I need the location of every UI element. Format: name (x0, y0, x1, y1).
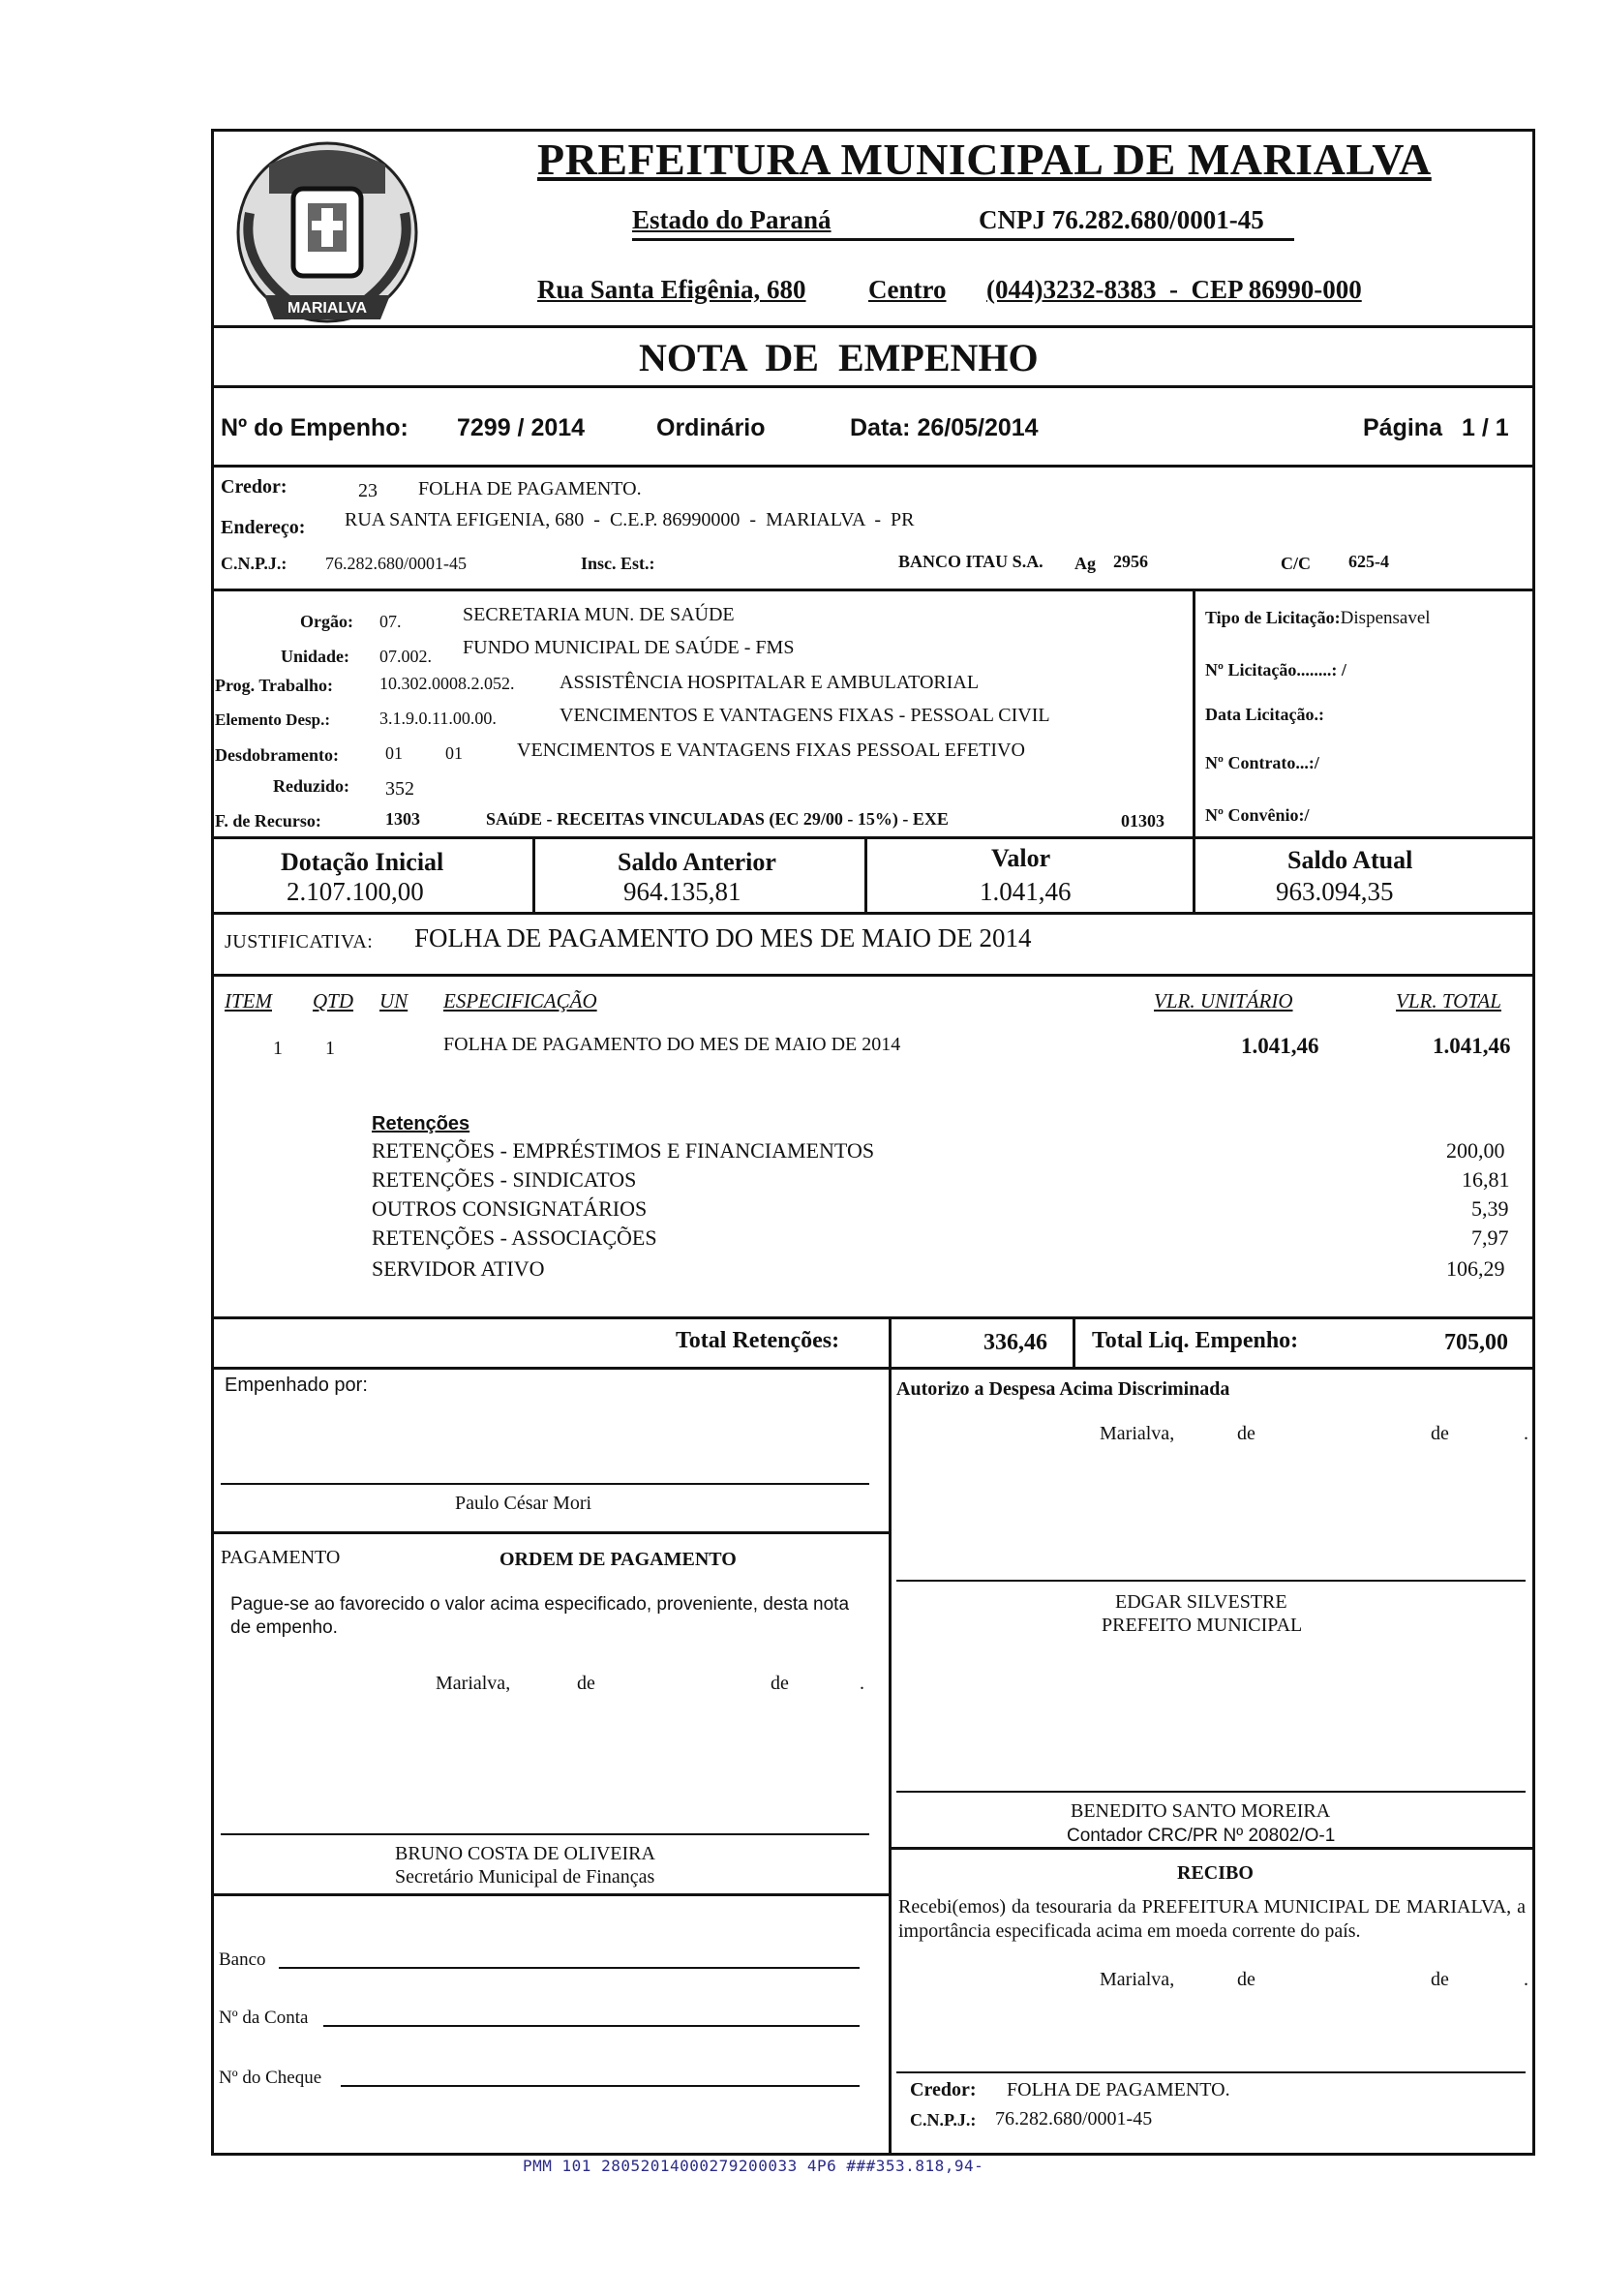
empenhado-label: Empenhado por: (225, 1375, 368, 1396)
divider-saldo-2 (864, 836, 867, 912)
page-label: Página (1363, 414, 1442, 441)
dotacao-inicial-label: Dotação Inicial (281, 848, 444, 876)
autorizo-text: Autorizo a Despesa Acima Discriminada (896, 1378, 1230, 1400)
col-item: ITEM (225, 989, 272, 1012)
item-vlr-unitario: 1.041,46 (1241, 1034, 1319, 1058)
banco-label: Banco (219, 1949, 266, 1970)
autorizo-local: Marialva, (1100, 1423, 1175, 1444)
state-name: Estado do Paraná (632, 205, 832, 234)
ag-value: 2956 (1113, 552, 1148, 571)
autorizo-de-2: de (1431, 1423, 1449, 1444)
banco-line (279, 1967, 860, 1969)
page-number: 1 / 1 (1462, 414, 1509, 441)
empenho-type: Ordinário (656, 414, 766, 441)
divider-bottom-vertical (889, 1367, 892, 2156)
dotacao-inicial-value: 2.107.100,00 (287, 877, 424, 906)
state-underline (632, 238, 1294, 241)
total-retencoes-value: 336,46 (983, 1330, 1047, 1355)
recurso-code2: 01303 (1121, 811, 1164, 831)
total-liq-value: 705,00 (1444, 1330, 1508, 1355)
pagamento-de-1: de (577, 1673, 595, 1694)
col-vlr-total: VLR. TOTAL (1396, 989, 1501, 1012)
prog-code: 10.302.0008.2.052. (379, 674, 515, 693)
header-district: Centro (868, 275, 947, 304)
endereco-label: Endereço: (221, 517, 306, 538)
retencao-label-5: SERVIDOR ATIVO (372, 1256, 545, 1281)
recibo-credor-name: FOLHA DE PAGAMENTO. (1007, 2079, 1230, 2100)
footer-authentication-code: PMM 101 28052014000279200033 4P6 ###353.818,94- (523, 2157, 984, 2175)
tipo-licitacao-value: Dispensavel (1340, 608, 1431, 628)
header-cnpj: CNPJ 76.282.680/0001-45 (979, 205, 1264, 234)
unidade-label: Unidade: (281, 647, 350, 666)
divider-items (211, 974, 1535, 977)
credor-name: FOLHA DE PAGAMENTO. (418, 478, 642, 499)
prefeito-name: EDGAR SILVESTRE (1115, 1591, 1287, 1613)
desdob-name: VENCIMENTOS E VANTAGENS FIXAS PESSOAL EFETIVO (517, 740, 1025, 761)
pagamento-label: PAGAMENTO (221, 1547, 341, 1568)
saldo-anterior-label: Saldo Anterior (618, 848, 776, 876)
reduzido-label: Reduzido: (273, 776, 350, 796)
endereco-value: RUA SANTA EFIGENIA, 680 - C.E.P. 86990000 - MARIALVA - PR (345, 509, 915, 530)
credor-cnpj: 76.282.680/0001-45 (325, 554, 467, 573)
divider-doc-title-top (211, 325, 1535, 328)
recibo-dot: . (1524, 1969, 1528, 1990)
saldo-atual-label: Saldo Atual (1287, 846, 1413, 874)
divider-saldo-1 (532, 836, 535, 912)
item-especificacao: FOLHA DE PAGAMENTO DO MES DE MAIO DE 2014 (443, 1034, 901, 1055)
retencao-value-1: 200,00 (1446, 1138, 1505, 1163)
retencoes-title: Retenções (372, 1113, 470, 1134)
empenho-number: 7299 / 2014 (457, 414, 586, 441)
recibo-cnpj-label: C.N.P.J.: (910, 2110, 977, 2130)
retencao-label-3: OUTROS CONSIGNATÁRIOS (372, 1196, 648, 1221)
cheque-label: Nº do Cheque (219, 2068, 322, 2088)
licitacao-number: Nº Licitação........: / (1205, 660, 1346, 680)
desdob-code1: 01 (385, 743, 403, 763)
retencao-value-5: 106,29 (1446, 1256, 1505, 1281)
municipal-crest (230, 136, 424, 329)
divider-saldos-top (211, 836, 1535, 839)
saldo-anterior-value: 964.135,81 (623, 877, 741, 906)
divider-banco (211, 1893, 889, 1896)
secretario-role: Secretário Municipal de Finanças (395, 1866, 655, 1888)
retencao-value-4: 7,97 (1471, 1225, 1509, 1250)
unidade-code: 07.002. (379, 647, 432, 666)
divider-recibo (889, 1847, 1535, 1850)
valor-label: Valor (991, 844, 1051, 872)
divider-doc-title-bottom (211, 385, 1535, 388)
contador-signature-line (896, 1791, 1526, 1793)
reduzido-value: 352 (385, 778, 414, 800)
pagamento-dot: . (860, 1673, 864, 1694)
conta-label: Nº da Conta (219, 2008, 309, 2028)
contador-name: BENEDITO SANTO MOREIRA (1071, 1800, 1331, 1822)
orgao-code: 07. (379, 612, 402, 631)
divider-totais-top (211, 1316, 1535, 1319)
header-phone-cep: (044)3232-8383 - CEP 86990-000 (986, 275, 1362, 304)
prog-name: ASSISTÊNCIA HOSPITALAR E AMBULATORIAL (560, 672, 980, 693)
elemento-label: Elemento Desp.: (215, 710, 330, 729)
total-retencoes-label: Total Retenções: (676, 1328, 840, 1353)
autorizo-de-1: de (1237, 1423, 1255, 1444)
item-qtd: 1 (325, 1038, 335, 1059)
item-number: 1 (273, 1038, 283, 1059)
cc-value: 625-4 (1348, 552, 1389, 571)
recibo-credor-label: Credor: (910, 2079, 977, 2100)
prefeitura-title: PREFEITURA MUNICIPAL DE MARIALVA (537, 135, 1432, 184)
recibo-cnpj-value: 76.282.680/0001-45 (995, 2108, 1153, 2130)
retencao-label-2: RETENÇÕES - SINDICATOS (372, 1167, 637, 1192)
divider-totais-bottom (211, 1367, 1535, 1370)
retencao-value-2: 16,81 (1462, 1167, 1510, 1192)
recibo-title: RECIBO (1177, 1862, 1254, 1884)
banco-name: BANCO ITAU S.A. (898, 552, 1043, 571)
ag-label: Ag (1074, 554, 1096, 573)
pagamento-local: Marialva, (436, 1673, 511, 1694)
doc-title: NOTA DE EMPENHO (639, 336, 1039, 379)
credor-label: Credor: (221, 476, 287, 498)
saldo-atual-value: 963.094,35 (1276, 877, 1394, 906)
empenhado-name: Paulo César Mori (455, 1493, 592, 1514)
recurso-code: 1303 (385, 809, 420, 829)
orgao-label: Orgão: (300, 612, 353, 631)
empenhado-signature-line (221, 1483, 869, 1485)
recibo-de-2: de (1431, 1969, 1449, 1990)
empenho-date: Data: 26/05/2014 (850, 414, 1039, 441)
tipo-licitacao-label-text: Tipo de Licitação: (1205, 608, 1341, 627)
divider-credor (211, 589, 1535, 591)
total-liq-label: Total Liq. Empenho: (1092, 1328, 1299, 1353)
convenio-number: Nº Convênio:/ (1205, 805, 1310, 825)
ordem-pagamento-title: ORDEM DE PAGAMENTO (499, 1549, 737, 1570)
unidade-name: FUNDO MUNICIPAL DE SAÚDE - FMS (463, 637, 795, 658)
prefeito-role: PREFEITO MUNICIPAL (1102, 1615, 1303, 1636)
recibo-signature-line (896, 2071, 1526, 2073)
secretario-name: BRUNO COSTA DE OLIVEIRA (395, 1843, 655, 1864)
pagamento-de-2: de (771, 1673, 789, 1694)
divider-empenho (211, 465, 1535, 468)
autorizo-dot: . (1524, 1423, 1528, 1444)
recurso-label: F. de Recurso: (215, 811, 321, 831)
secretario-signature-line (221, 1833, 869, 1835)
retencao-label-1: RETENÇÕES - EMPRÉSTIMOS E FINANCIAMENTOS (372, 1138, 875, 1163)
divider-licitacao-vertical (1193, 589, 1195, 836)
desdob-code2: 01 (445, 743, 463, 763)
justificativa-label: JUSTIFICATIVA: (225, 931, 374, 952)
insc-label: Insc. Est.: (581, 554, 655, 573)
orgao-name: SECRETARIA MUN. DE SAÚDE (463, 604, 735, 625)
cc-label: C/C (1281, 554, 1311, 573)
cnpj-label: C.N.P.J.: (221, 554, 287, 573)
col-especificacao: ESPECIFICAÇÃO (443, 989, 597, 1012)
elemento-code: 3.1.9.0.11.00.00. (379, 709, 497, 728)
crest-text: MARIALVA (287, 300, 368, 317)
conta-line (323, 2025, 860, 2027)
pagamento-text: Pague-se ao favorecido o valor acima especificado, proveniente, desta nota de empenho. (230, 1594, 850, 1638)
credor-code: 23 (358, 480, 378, 501)
col-vlr-unitario: VLR. UNITÁRIO (1154, 989, 1293, 1012)
header-address: Rua Santa Efigênia, 680 (537, 275, 806, 304)
divider-totais-1 (889, 1316, 892, 1367)
item-vlr-total: 1.041,46 (1433, 1034, 1511, 1058)
licitacao-date: Data Licitação.: (1205, 705, 1324, 724)
col-un: UN (379, 989, 408, 1012)
elemento-name: VENCIMENTOS E VANTAGENS FIXAS - PESSOAL CIVIL (560, 705, 1050, 726)
recibo-de-1: de (1237, 1969, 1255, 1990)
retencao-value-3: 5,39 (1471, 1196, 1509, 1221)
col-qtd: QTD (313, 989, 354, 1012)
recurso-name: SAúDE - RECEITAS VINCULADAS (EC 29/00 - 15%) - EXE (486, 809, 949, 829)
tipo-licitacao-label (1205, 608, 1431, 629)
valor-value: 1.041,46 (980, 877, 1072, 906)
contrato-number: Nº Contrato...:/ (1205, 753, 1319, 772)
justificativa-text: FOLHA DE PAGAMENTO DO MES DE MAIO DE 2014 (414, 923, 1032, 952)
divider-totais-2 (1073, 1316, 1075, 1367)
desdob-label: Desdobramento: (215, 745, 339, 765)
divider-saldo-3 (1193, 836, 1195, 912)
recibo-local: Marialva, (1100, 1969, 1175, 1990)
prefeito-signature-line (896, 1580, 1526, 1582)
divider-justificativa (211, 912, 1535, 915)
contador-role: Contador CRC/PR Nº 20802/O-1 (1067, 1826, 1336, 1846)
recibo-text: Recebi(emos) da tesouraria da PREFEITURA MUNICIPAL DE MARIALVA, a importância especificada acima em moeda corrente do país. (898, 1896, 1526, 1942)
retencao-label-4: RETENÇÕES - ASSOCIAÇÕES (372, 1225, 657, 1250)
cheque-line (341, 2085, 860, 2087)
prog-label: Prog. Trabalho: (215, 676, 334, 695)
divider-pagamento (211, 1531, 889, 1534)
empenho-label: Nº do Empenho: (221, 414, 408, 441)
